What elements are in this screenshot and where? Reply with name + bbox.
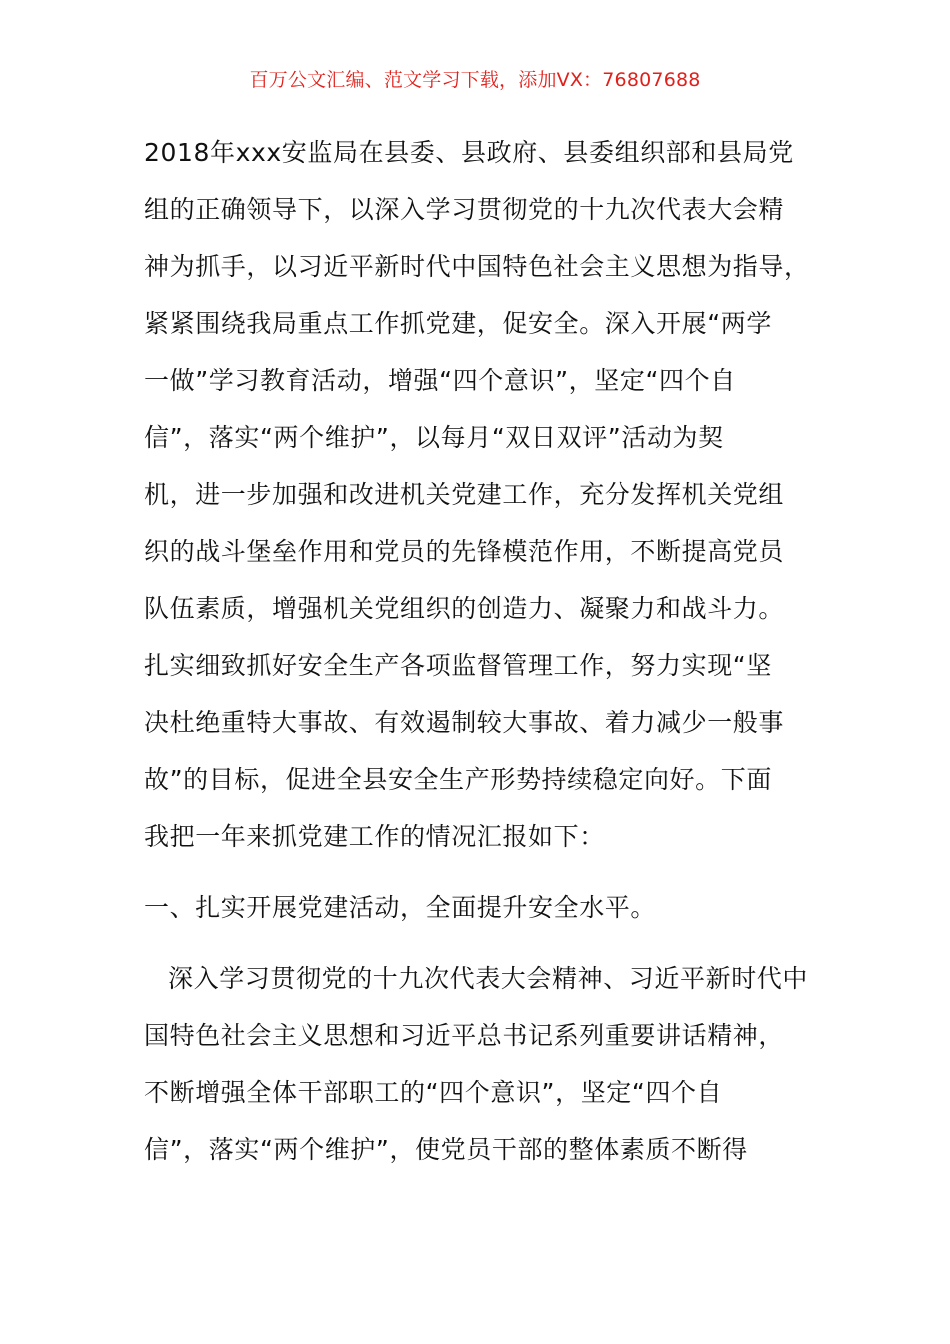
body-line-13: 我把一年来抓党建工作的情况汇报如下： [144, 822, 605, 851]
body-line-7: 机，进一步加强和改进机关党建工作，充分发挥机关党组 [144, 480, 785, 509]
body-line-11: 决杜绝重特大事故、有效遏制较大事故、着力减少一般事 [144, 708, 785, 737]
body-line-2: 组的正确领导下，以深入学习贯彻党的十九次代表大会精 [144, 195, 785, 224]
section-heading: 一、扎实开展党建活动，全面提升安全水平。 [144, 893, 657, 922]
body-line-5: 一做”学习教育活动，增强“四个意识”，坚定“四个自 [144, 366, 736, 395]
body-line-3: 神为抓手，以习近平新时代中国特色社会主义思想为指导， [144, 252, 810, 281]
body-line-4: 紧紧围绕我局重点工作抓党建，促安全。深入开展“两学 [144, 309, 772, 338]
body-line-10: 扎实细致抓好安全生产各项监督管理工作，努力实现“坚 [144, 651, 772, 680]
body-line-8: 织的战斗堡垒作用和党员的先锋模范作用，不断提高党员 [144, 537, 785, 566]
header-watermark-note: 百万公文汇编、范文学习下载，添加VX：76807688 [249, 69, 701, 91]
body-line-9: 队伍素质，增强机关党组织的创造力、凝聚力和战斗力。 [144, 594, 785, 623]
body-line-12: 故”的目标，促进全县安全生产形势持续稳定向好。下面 [144, 765, 772, 794]
body-line-1: 2018年xxx安监局在县委、县政府、县委组织部和县局党 [144, 138, 794, 167]
body-line-18: 信”，落实“两个维护”，使党员干部的整体素质不断得 [144, 1135, 748, 1164]
body-line-15: 深入学习贯彻党的十九次代表大会精神、习近平新时代中 [168, 964, 809, 993]
body-line-6: 信”，落实“两个维护”，以每月“双日双评”活动为契 [144, 423, 724, 452]
body-line-16: 国特色社会主义思想和习近平总书记系列重要讲话精神， [144, 1021, 785, 1050]
body-line-17: 不断增强全体干部职工的“四个意识”，坚定“四个自 [144, 1078, 723, 1107]
